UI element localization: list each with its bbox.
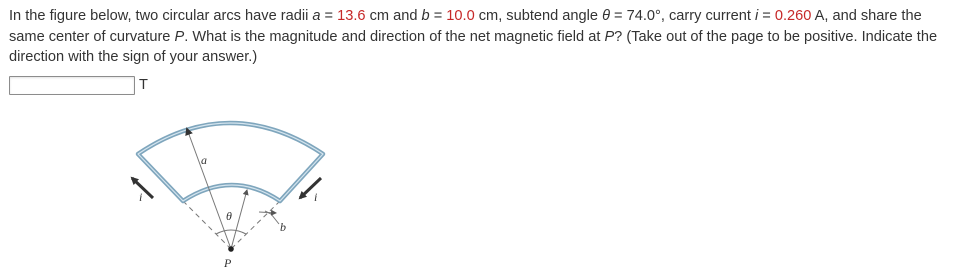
var-b: b <box>421 8 430 24</box>
eq-sign: = <box>429 8 447 24</box>
i-value: 0.260 <box>774 8 812 24</box>
question-intro: In the figure below, two circular arcs have radii <box>9 8 313 24</box>
b-value: 10.0 <box>446 8 475 24</box>
arc-figure <box>120 110 340 275</box>
label-a: a <box>201 153 207 167</box>
wire-loop-inner-line <box>138 123 323 201</box>
radius-b-arrow <box>259 212 276 213</box>
question-text <box>9 6 959 68</box>
theta-after: , carry current <box>660 8 755 24</box>
i-after: A, and share the same center of curvature <box>9 8 922 45</box>
answer-input[interactable] <box>9 76 135 95</box>
label-b: b <box>280 220 286 234</box>
var-p-2: P <box>604 28 615 45</box>
eq-sign: = <box>758 8 775 24</box>
eq-sign: = <box>609 8 627 24</box>
wire-loop <box>138 123 323 201</box>
var-i: i <box>754 8 759 24</box>
arc-diagram <box>120 110 340 270</box>
var-a: a <box>312 8 321 24</box>
radius-b-line <box>231 190 247 249</box>
current-arrow-left <box>132 178 153 198</box>
b-unit: cm, subtend angle <box>474 8 603 24</box>
a-value: 13.6 <box>337 8 366 24</box>
point-p <box>228 246 234 252</box>
theta-arc <box>216 230 246 234</box>
label-p: P <box>224 256 232 270</box>
answer-row <box>9 74 148 96</box>
theta-value: 74.0° <box>626 8 661 24</box>
var-p: P <box>174 28 185 45</box>
dashed-line-left <box>183 201 231 249</box>
current-arrow-right <box>300 178 321 198</box>
label-theta: θ <box>226 209 232 223</box>
label-i-left: i <box>139 190 143 204</box>
question-rest: . What is the magnitude and direction of the net magnetic field at <box>184 28 605 45</box>
dashed-line-right <box>231 201 280 249</box>
label-i-right: i <box>314 190 318 204</box>
var-theta: θ <box>602 8 610 24</box>
question-end: ? (Take out of the page to be positive. Indicate the direction with the sign of your answer.) <box>9 28 938 65</box>
eq-sign: = <box>320 8 338 24</box>
answer-unit: T <box>139 77 148 93</box>
a-unit: cm and <box>365 8 422 24</box>
